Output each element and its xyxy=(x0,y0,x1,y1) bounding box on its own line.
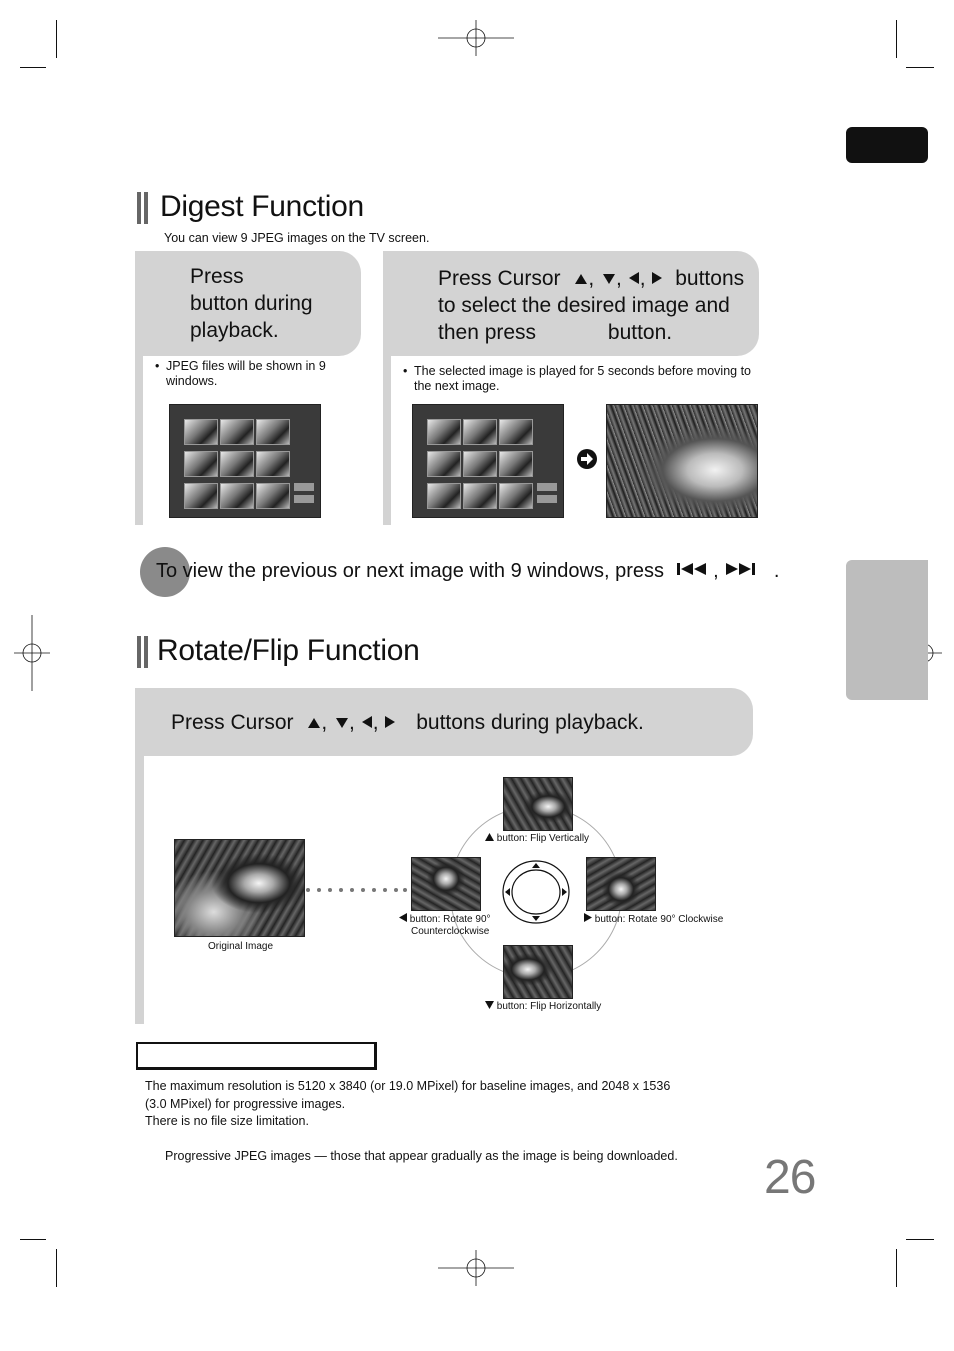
footnote: Progressive JPEG images — those that appear gradually as the image is being downloaded. xyxy=(165,1149,678,1163)
rotate-cw-text: button: Rotate 90° Clockwise xyxy=(594,914,724,925)
thumbnail xyxy=(220,451,254,477)
cursor-up-icon xyxy=(307,717,321,729)
flip-vertical-text: button: Flip Vertically xyxy=(496,833,590,844)
step2-panel-edge xyxy=(383,356,391,525)
cursor-left-icon xyxy=(361,715,373,729)
thumbnail xyxy=(499,451,533,477)
rotate-ccw-photo xyxy=(411,857,481,911)
rotate-instruction-a: Press Cursor xyxy=(171,711,294,734)
dotted-connector xyxy=(304,886,408,894)
skip-next-icon xyxy=(724,561,758,577)
step2-line3 xyxy=(438,319,758,346)
crop-mark xyxy=(20,1239,46,1240)
step1-line1: Press xyxy=(190,265,244,288)
note-line-1: The maximum resolution is 5120 x 3840 (or 19.0 MPixel) for baseline images, and 2048 x 1536 xyxy=(145,1079,671,1093)
nine-window-screen xyxy=(412,404,564,518)
note-header-box xyxy=(136,1042,377,1070)
rotate-cw-label xyxy=(584,913,723,926)
rotate-title: Rotate/Flip Function xyxy=(157,634,420,667)
cursor-left-icon xyxy=(628,271,640,285)
thumbnail xyxy=(427,451,461,477)
page-number: 26 xyxy=(764,1151,816,1204)
thumbnail xyxy=(427,483,461,509)
step1-line2: button during xyxy=(190,292,313,315)
thumbnail xyxy=(184,483,218,509)
registration-mark-icon xyxy=(438,20,514,56)
step2-line3-a: then press xyxy=(438,321,537,344)
original-image-label: Original Image xyxy=(208,941,274,952)
section-side-tab xyxy=(846,560,928,700)
prev-next-tip xyxy=(156,558,779,584)
step2-text xyxy=(438,265,758,346)
nine-window-screen xyxy=(169,404,321,518)
thumbnail xyxy=(499,419,533,445)
rotate-ccw-label xyxy=(399,913,491,938)
step2-line1-b: buttons xyxy=(675,267,745,290)
screen-nav-prev xyxy=(537,483,557,491)
note-body xyxy=(145,1078,725,1131)
rotate-cw-photo xyxy=(586,857,656,911)
crop-mark xyxy=(896,20,897,58)
crop-mark xyxy=(56,20,57,58)
crop-mark xyxy=(896,1249,897,1287)
step1-note xyxy=(155,359,335,389)
thumbnail xyxy=(427,419,461,445)
rotate-instruction-b: buttons during playback. xyxy=(416,711,644,734)
rotate-panel-edge xyxy=(135,756,144,1024)
note-line-2: (3.0 MPixel) for progressive images. xyxy=(145,1096,346,1111)
section-marker xyxy=(137,636,151,673)
flip-vertical-label xyxy=(485,833,589,845)
crop-mark xyxy=(906,1239,934,1240)
skip-previous-icon xyxy=(676,561,710,577)
registration-mark-icon xyxy=(438,1250,514,1286)
cursor-down-icon xyxy=(602,273,616,285)
thumbnail xyxy=(463,451,497,477)
flip-horizontal-photo xyxy=(503,945,573,999)
rotate-ccw-text-2: Counterclockwise xyxy=(411,926,490,937)
thumbnail xyxy=(220,419,254,445)
thumbnail xyxy=(463,483,497,509)
note-line-3: There is no file size limitation. xyxy=(145,1114,309,1128)
thumbnail xyxy=(463,419,497,445)
registration-mark-icon xyxy=(14,615,50,691)
step2-note xyxy=(403,364,755,394)
separator-comma: , xyxy=(713,560,719,582)
bullet: • xyxy=(403,364,408,378)
crop-mark xyxy=(20,67,46,68)
thumbnail xyxy=(184,451,218,477)
screen-nav-next xyxy=(294,495,314,503)
thumbnail xyxy=(256,419,290,445)
arrow-right-circle-icon xyxy=(576,448,598,470)
screen-nav-prev xyxy=(294,483,314,491)
bullet: • xyxy=(155,359,160,373)
cursor-pad-icon xyxy=(502,860,570,924)
thumbnail xyxy=(184,419,218,445)
rotate-instruction: Press Cursor , , , buttons during playback. xyxy=(171,711,644,734)
digest-subtitle: You can view 9 JPEG images on the TV screen. xyxy=(164,231,430,245)
prev-next-end: . xyxy=(773,560,780,582)
flip-horizontal-label xyxy=(485,1001,601,1013)
flip-horizontal-text: button: Flip Horizontally xyxy=(496,1001,602,1012)
cursor-down-icon xyxy=(335,717,349,729)
thumbnail xyxy=(256,451,290,477)
rotate-ccw-text-1: button: Rotate 90° xyxy=(409,914,491,925)
step1-note-text: JPEG files will be shown in 9 windows. xyxy=(166,359,326,388)
cursor-down-icon xyxy=(485,1001,494,1009)
crop-mark xyxy=(906,67,934,68)
thumbnail xyxy=(499,483,533,509)
step1-panel-edge xyxy=(135,356,143,525)
step2-line1: Press Cursor , , , buttons xyxy=(438,267,745,290)
step2-line3-b: button. xyxy=(607,321,673,344)
step2-note-text: The selected image is played for 5 seconds before moving to the next image. xyxy=(414,364,751,393)
kitten-photo xyxy=(606,404,758,518)
cursor-right-icon xyxy=(651,271,663,285)
step2-line2: to select the desired image and xyxy=(438,294,730,317)
digest-title: Digest Function xyxy=(160,190,364,223)
thumbnail xyxy=(220,483,254,509)
cursor-right-icon xyxy=(384,715,396,729)
cursor-up-icon xyxy=(574,273,588,285)
chapter-tab xyxy=(846,127,928,163)
screen-nav-next xyxy=(537,495,557,503)
original-butterfly-photo xyxy=(174,839,305,937)
step2-line1-a: Press Cursor xyxy=(438,267,561,290)
prev-next-text: To view the previous or next image with 9 windows, press xyxy=(156,560,665,582)
section-marker xyxy=(137,192,151,229)
step1-line3: playback. xyxy=(190,319,279,342)
cursor-right-icon xyxy=(584,913,592,922)
cursor-left-icon xyxy=(399,913,407,922)
step1-text xyxy=(190,263,313,344)
crop-mark xyxy=(56,1249,57,1287)
flip-vertical-photo xyxy=(503,777,573,831)
thumbnail xyxy=(256,483,290,509)
cursor-up-icon xyxy=(485,833,494,841)
